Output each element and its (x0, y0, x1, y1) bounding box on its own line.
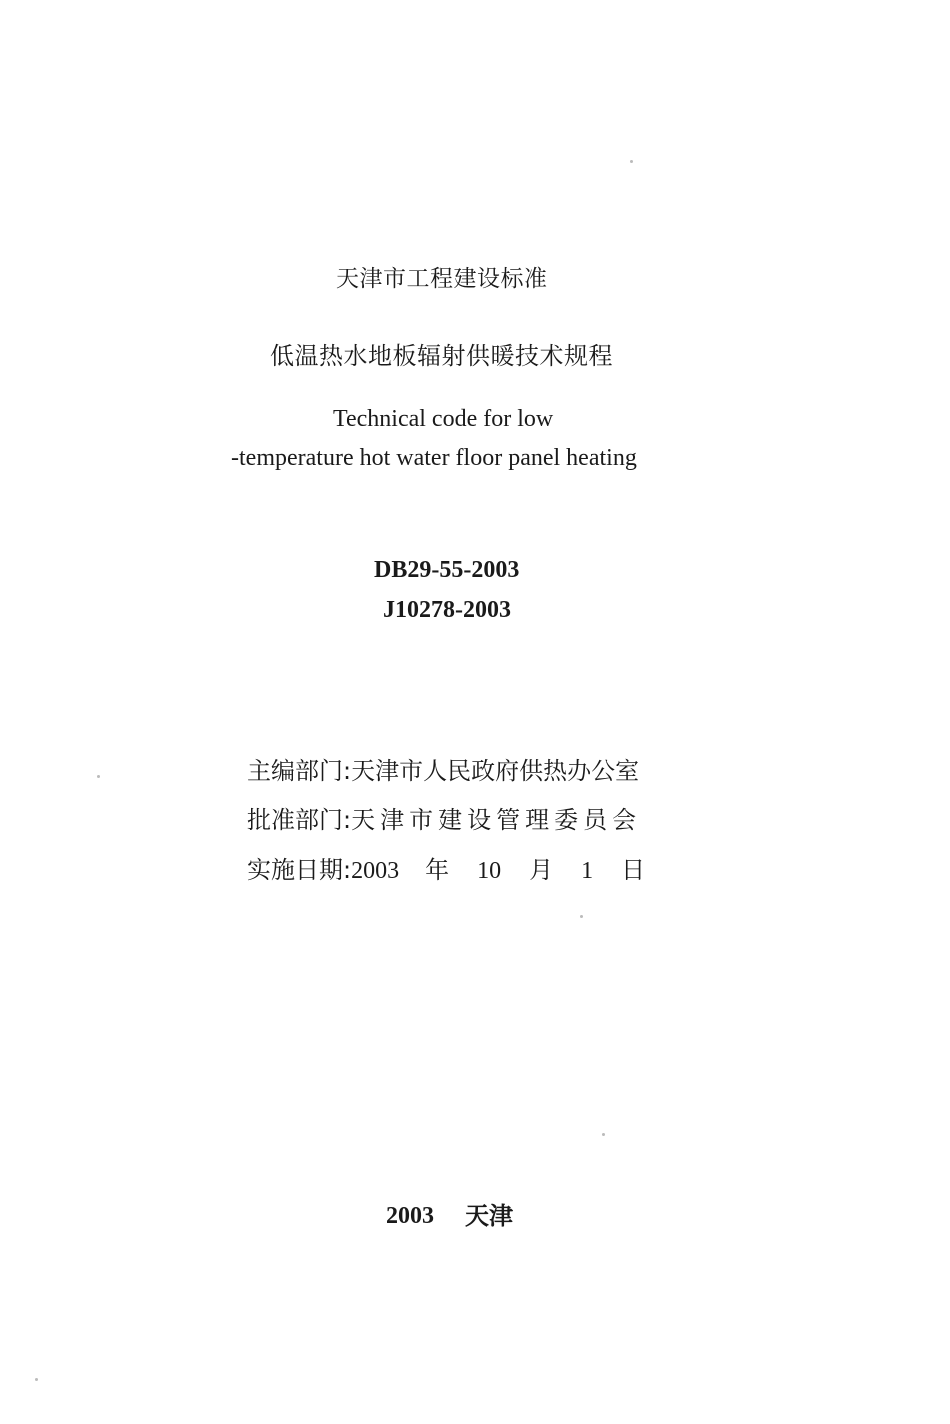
scan-speck (97, 775, 100, 778)
series-title: 天津市工程建设标准 (336, 266, 548, 292)
effective-date-label: 实施日期: (247, 856, 352, 884)
editor-department-row (247, 756, 639, 786)
effective-date-row (247, 855, 645, 885)
effective-date-month-unit: 月 (529, 856, 554, 884)
english-title-line-2: -temperature hot water floor panel heating (231, 445, 637, 471)
approver-department-row (247, 805, 641, 835)
effective-date-year-unit: 年 (425, 856, 450, 884)
effective-date-day-unit: 日 (621, 856, 646, 884)
editor-department-label: 主编部门: (247, 757, 352, 785)
scan-speck (35, 1378, 38, 1381)
effective-date-year: 2003 (351, 858, 400, 884)
english-title-line-1: Technical code for low (333, 406, 554, 432)
approver-department-value: 天津市建设管理委员会 (351, 806, 642, 834)
standard-code-db: DB29-55-2003 (374, 557, 520, 583)
approver-department-label: 批准部门: (247, 806, 352, 834)
chinese-title: 低温热水地板辐射供暖技术规程 (270, 342, 613, 370)
effective-date-month: 10 (477, 858, 502, 884)
editor-department-value: 天津市人民政府供热办公室 (351, 757, 640, 785)
footer-year: 2003 (386, 1203, 434, 1229)
scan-speck (602, 1133, 605, 1136)
footer-city: 天津 (465, 1202, 513, 1230)
scan-speck (630, 160, 633, 163)
scan-speck (580, 915, 583, 918)
standard-code-j: J10278-2003 (383, 597, 511, 623)
effective-date-day: 1 (581, 858, 594, 884)
